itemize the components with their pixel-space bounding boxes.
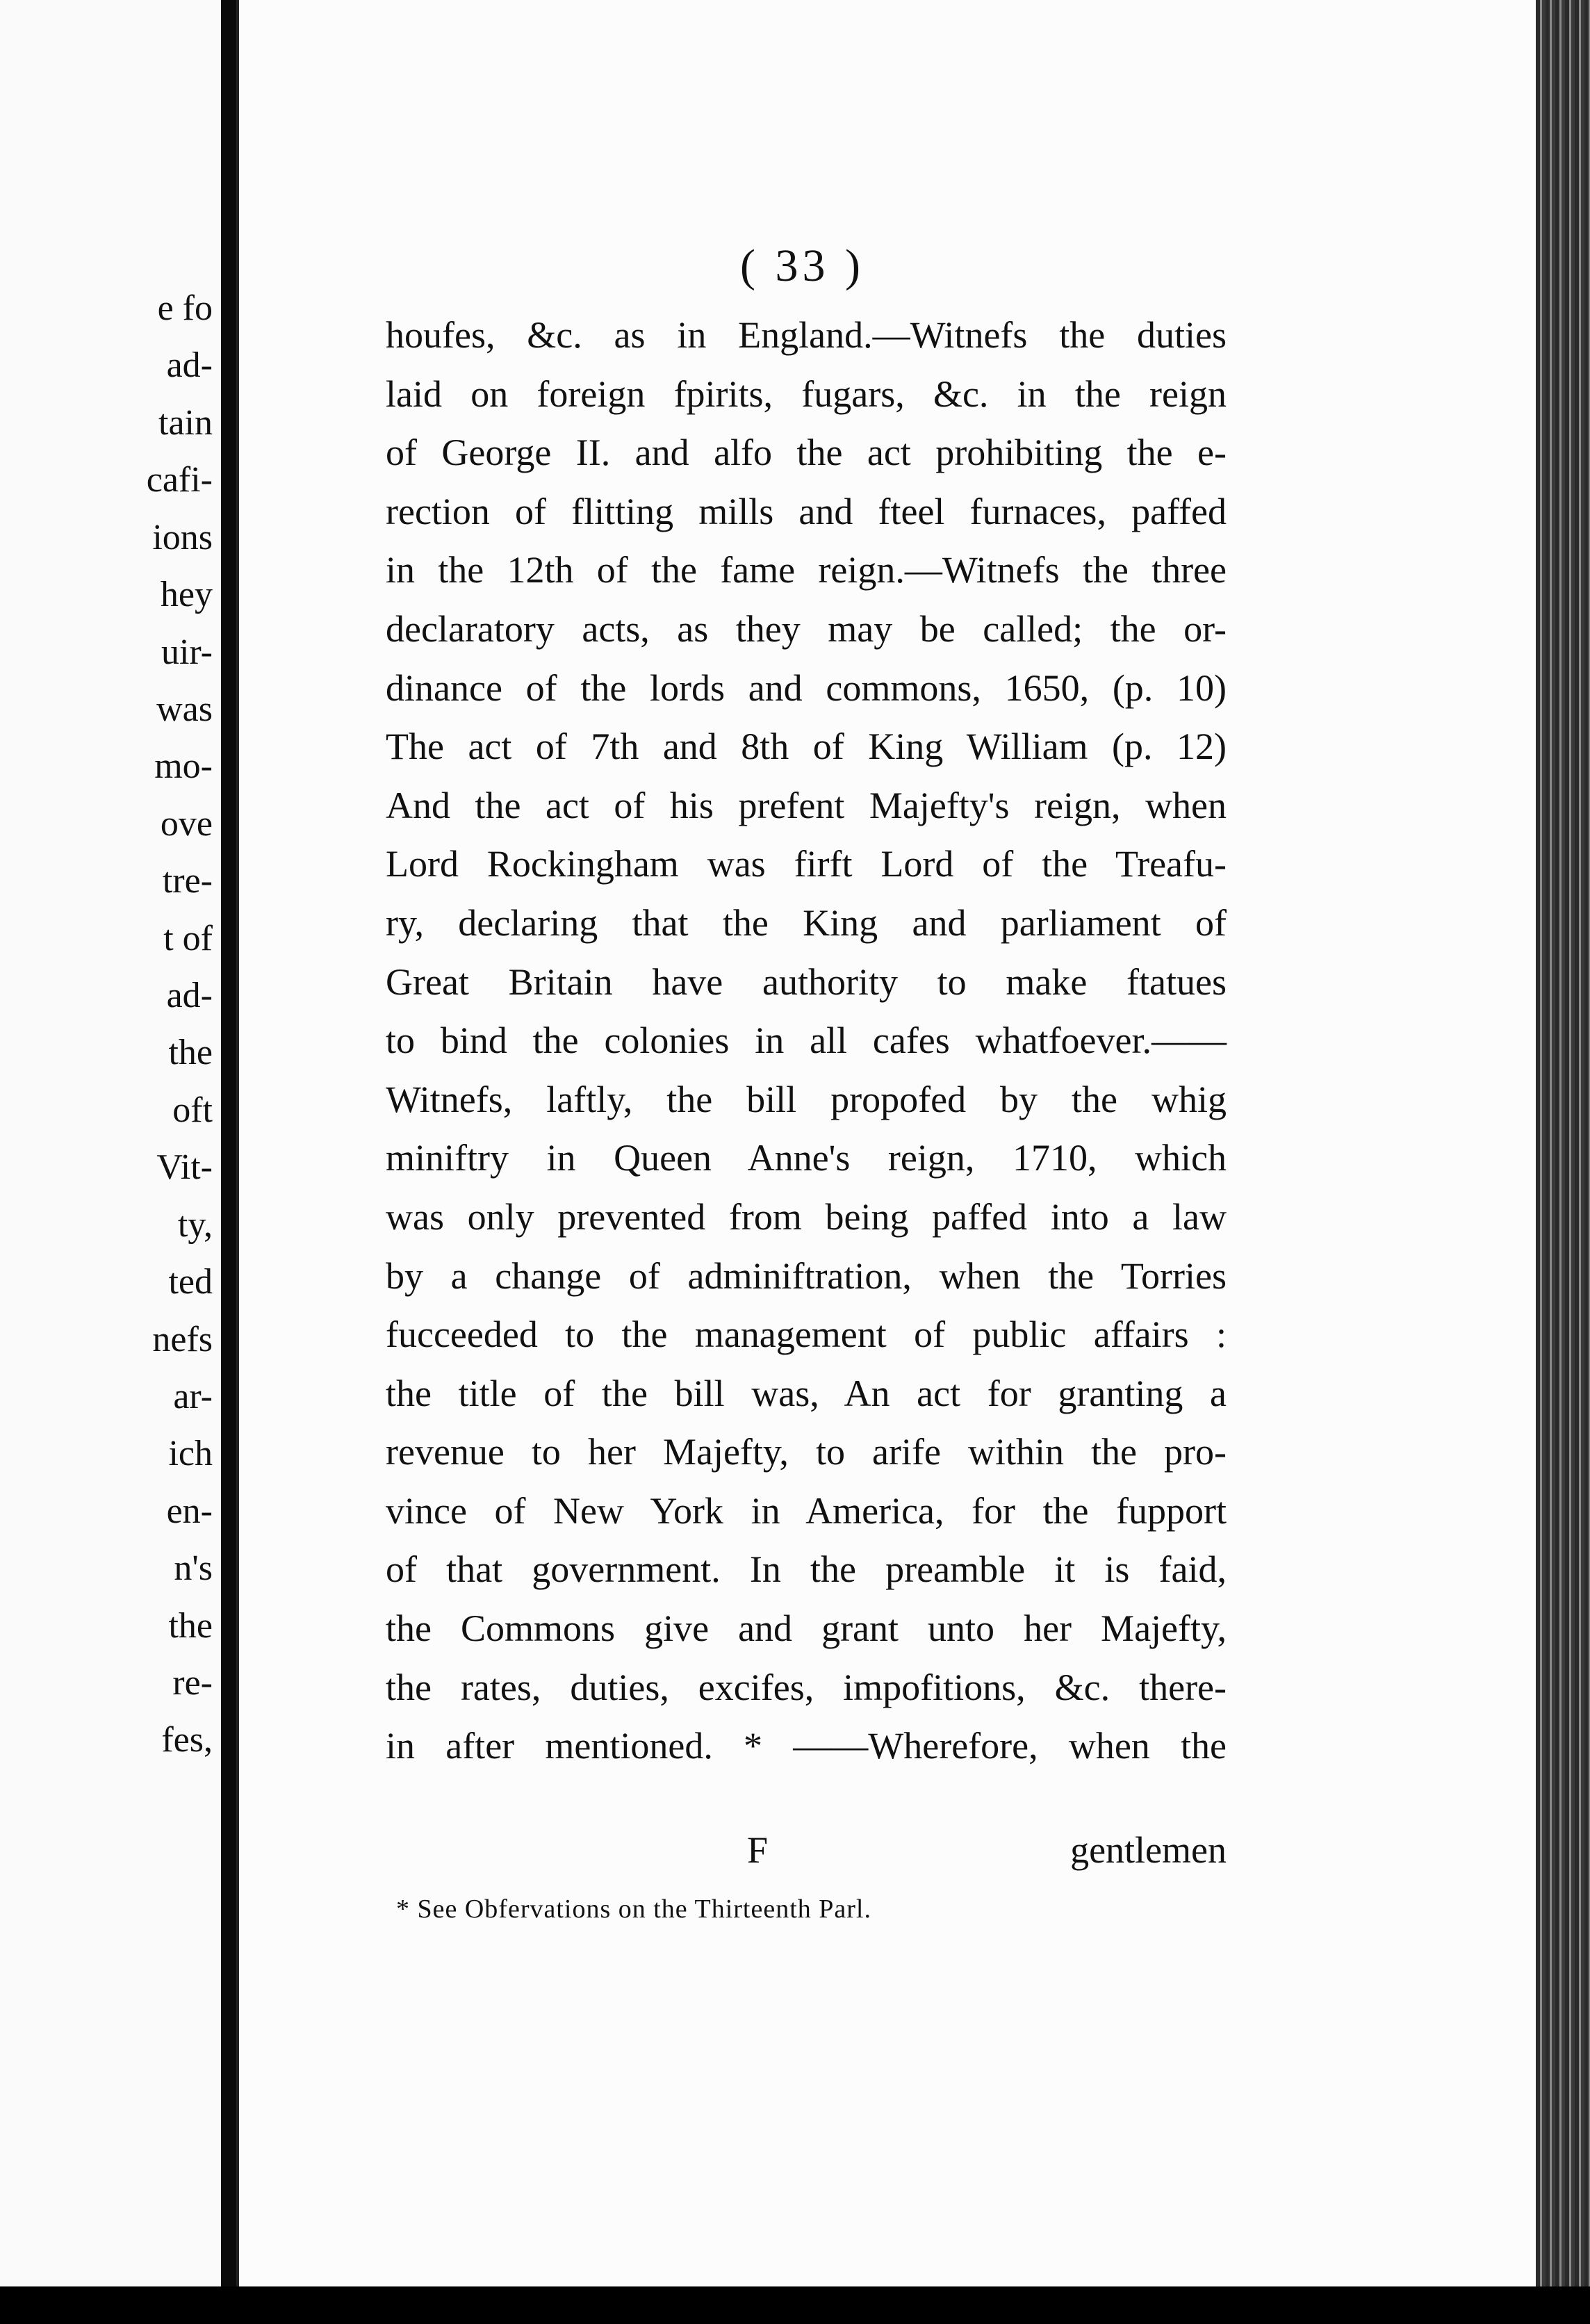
- left-page-fragment: ove: [160, 803, 213, 844]
- left-page-fragment: en-: [166, 1491, 213, 1531]
- page-number: ( 33 ): [740, 240, 864, 291]
- left-page-fragment: oft: [172, 1090, 213, 1130]
- text-line: houfes, &c. as in England.—Witnefs the duties: [386, 314, 1227, 356]
- text-line: declaratory acts, as they may be called; the or-: [386, 607, 1227, 650]
- text-line: laid on foreign fpirits, fugars, &c. in the reign: [386, 373, 1227, 415]
- text-line: Witnefs, laftly, the bill propofed by the whig: [386, 1078, 1227, 1120]
- text-line: of that government. In the preamble it is faid,: [386, 1548, 1227, 1591]
- text-line: to bind the colonies in all cafes whatfoever.——: [386, 1020, 1227, 1062]
- left-page-fragment: the: [168, 1605, 213, 1646]
- left-page-fragment: t of: [163, 918, 213, 958]
- left-page-fragment: ich: [168, 1434, 213, 1474]
- text-line: vince of New York in America, for the fupport: [386, 1489, 1227, 1532]
- footnote: * See Obfervations on the Thirteenth Parl.: [396, 1895, 871, 1924]
- left-page-fragment: ad-: [166, 345, 213, 386]
- text-line: the Commons give and grant unto her Majefty,: [386, 1607, 1227, 1650]
- text-line: Great Britain have authority to make ftatues: [386, 960, 1227, 1003]
- text-line: of George II. and alfo the act prohibiting the e-: [386, 432, 1227, 474]
- left-page-fragment: mo-: [154, 746, 213, 787]
- text-line: revenue to her Majefty, to arife within the pro-: [386, 1431, 1227, 1473]
- left-page-fragment: ions: [152, 517, 213, 557]
- left-page-fragment: tain: [158, 402, 213, 443]
- left-page-fragment: Vit-: [156, 1147, 213, 1188]
- text-line: was only prevented from being paffed into a law: [386, 1195, 1227, 1238]
- left-page-fragment: hey: [160, 575, 213, 615]
- left-page-fragment: ad-: [166, 976, 213, 1016]
- left-page-fragment: ar-: [173, 1376, 213, 1416]
- text-line: ry, declaring that the King and parliament of: [386, 901, 1227, 944]
- page-edge: [1536, 0, 1590, 2286]
- book-gutter: [221, 0, 236, 2286]
- scan-border: [0, 2286, 1590, 2324]
- text-line: rection of flitting mills and fteel furnaces, paffed: [386, 490, 1227, 532]
- left-page-fragment: nefs: [152, 1319, 213, 1359]
- left-facing-page: [0, 0, 225, 2286]
- text-line: in after mentioned. * ——Wherefore, when the: [386, 1725, 1227, 1767]
- text-line: in the 12th of the fame reign.—Witnefs the three: [386, 549, 1227, 591]
- left-page-fragment: was: [156, 689, 213, 729]
- text-line: dinance of the lords and commons, 1650, (p. 10): [386, 666, 1227, 709]
- text-line: the title of the bill was, An act for granting a: [386, 1372, 1227, 1414]
- text-line: fucceeded to the management of public affairs :: [386, 1314, 1227, 1356]
- left-page-fragment: tre-: [162, 861, 213, 901]
- left-page-fragment: the: [168, 1033, 213, 1073]
- body-text: [386, 306, 1227, 1776]
- text-line: miniftry in Queen Anne's reign, 1710, which: [386, 1137, 1227, 1179]
- left-page-fragment: e fo: [157, 288, 213, 328]
- left-page-fragment: uir-: [161, 632, 213, 672]
- left-page-fragment: cafi-: [146, 460, 213, 500]
- left-page-fragment: ted: [168, 1262, 213, 1302]
- text-line: And the act of his prefent Majefty's reign, when: [386, 784, 1227, 826]
- left-page-fragment: ty,: [177, 1204, 213, 1245]
- left-page-fragment: n's: [174, 1548, 213, 1589]
- text-line: Lord Rockingham was firft Lord of the Treafu-: [386, 843, 1227, 885]
- text-line: the rates, duties, excifes, impofitions, &c. there-: [386, 1666, 1227, 1708]
- left-page-fragment: fes,: [161, 1720, 213, 1760]
- text-line: The act of 7th and 8th of King William (p. 12): [386, 726, 1227, 768]
- text-line: by a change of adminiftration, when the Torries: [386, 1254, 1227, 1297]
- signature-mark: F: [747, 1829, 769, 1871]
- catchword: gentlemen: [1070, 1829, 1227, 1871]
- left-page-fragment: re-: [172, 1663, 213, 1703]
